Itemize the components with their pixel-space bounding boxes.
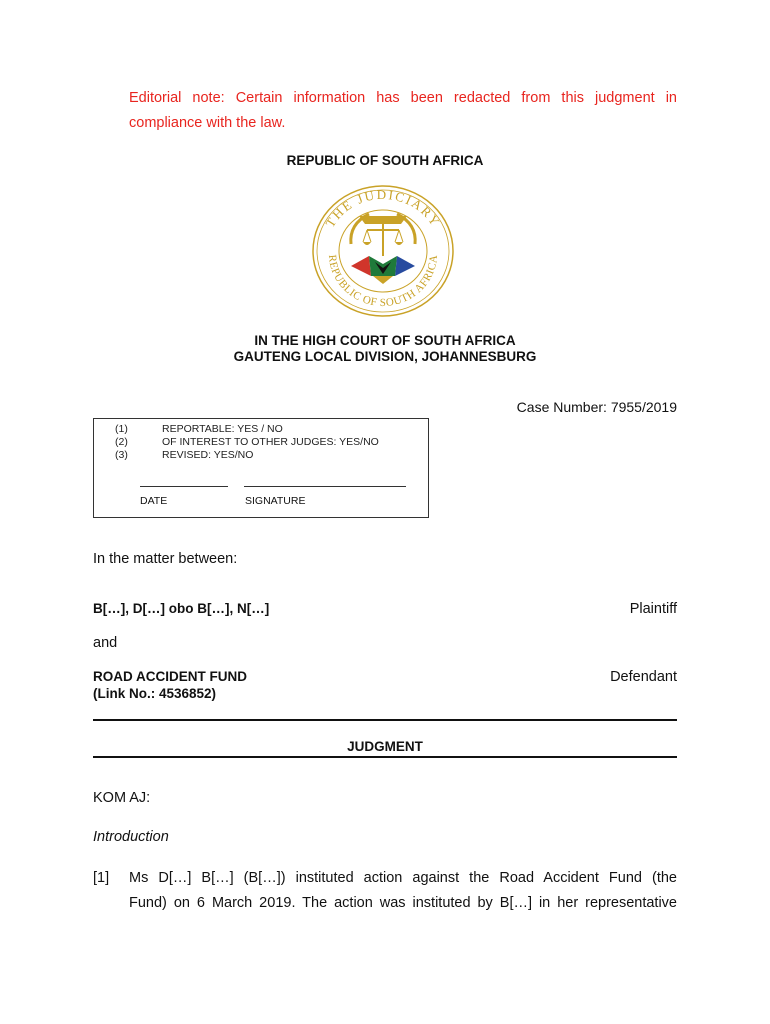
signature-label: SIGNATURE — [245, 495, 306, 507]
reportable-box: (1) REPORTABLE: YES / NO (2) OF INTEREST TO OTHER JUDGES: YES/NO (3) REVISED: YES/NO DATE SIGNATURE — [93, 418, 429, 518]
judiciary-crest — [311, 184, 455, 318]
court-name: IN THE HIGH COURT OF SOUTH AFRICA — [254, 333, 516, 348]
date-line — [140, 486, 228, 487]
divider-top — [93, 719, 677, 721]
crest-seal-icon — [311, 184, 455, 318]
date-label: DATE — [140, 495, 168, 507]
case-number: Case Number: 7955/2019 — [516, 399, 677, 415]
court-division: GAUTENG LOCAL DIVISION, JOHANNESBURG — [233, 349, 537, 364]
editorial-note: Editorial note: Certain information has been redacted from this judgment in compliance with the law. — [129, 90, 677, 131]
signature-line — [244, 486, 406, 487]
defendant-link: (Link No.: 4536852) — [93, 686, 217, 701]
country-heading: REPUBLIC OF SOUTH AFRICA — [286, 153, 484, 168]
crest-bottom-text: REPUBLIC OF SOUTH AFRICA — [325, 254, 441, 310]
defendant-name: ROAD ACCIDENT FUND — [93, 669, 247, 684]
paragraph-1-line-1: Ms D[…] B[…] (B[…]) instituted action against the Road Accident Fund (the — [129, 870, 677, 886]
and-text: and — [93, 635, 118, 651]
plaintiff-name: B[…], D[…] obo B[…], N[…] — [93, 601, 270, 616]
section-heading: Introduction — [93, 829, 169, 845]
paragraph-1 — [129, 866, 677, 916]
plaintiff-role: Plaintiff — [629, 601, 677, 617]
paragraph-number: [1] — [93, 870, 110, 886]
defendant-role: Defendant — [610, 669, 677, 685]
divider-bottom — [93, 756, 677, 758]
crest-top-text: THE JUDICIARY — [322, 186, 444, 230]
matter-intro: In the matter between: — [93, 551, 238, 567]
paragraph-1-line-2: Fund) on 6 March 2019. The action was instituted by B[…] in her representative — [129, 895, 677, 911]
judgment-title: JUDGMENT — [347, 739, 423, 754]
judge-name: KOM AJ: — [93, 790, 151, 806]
